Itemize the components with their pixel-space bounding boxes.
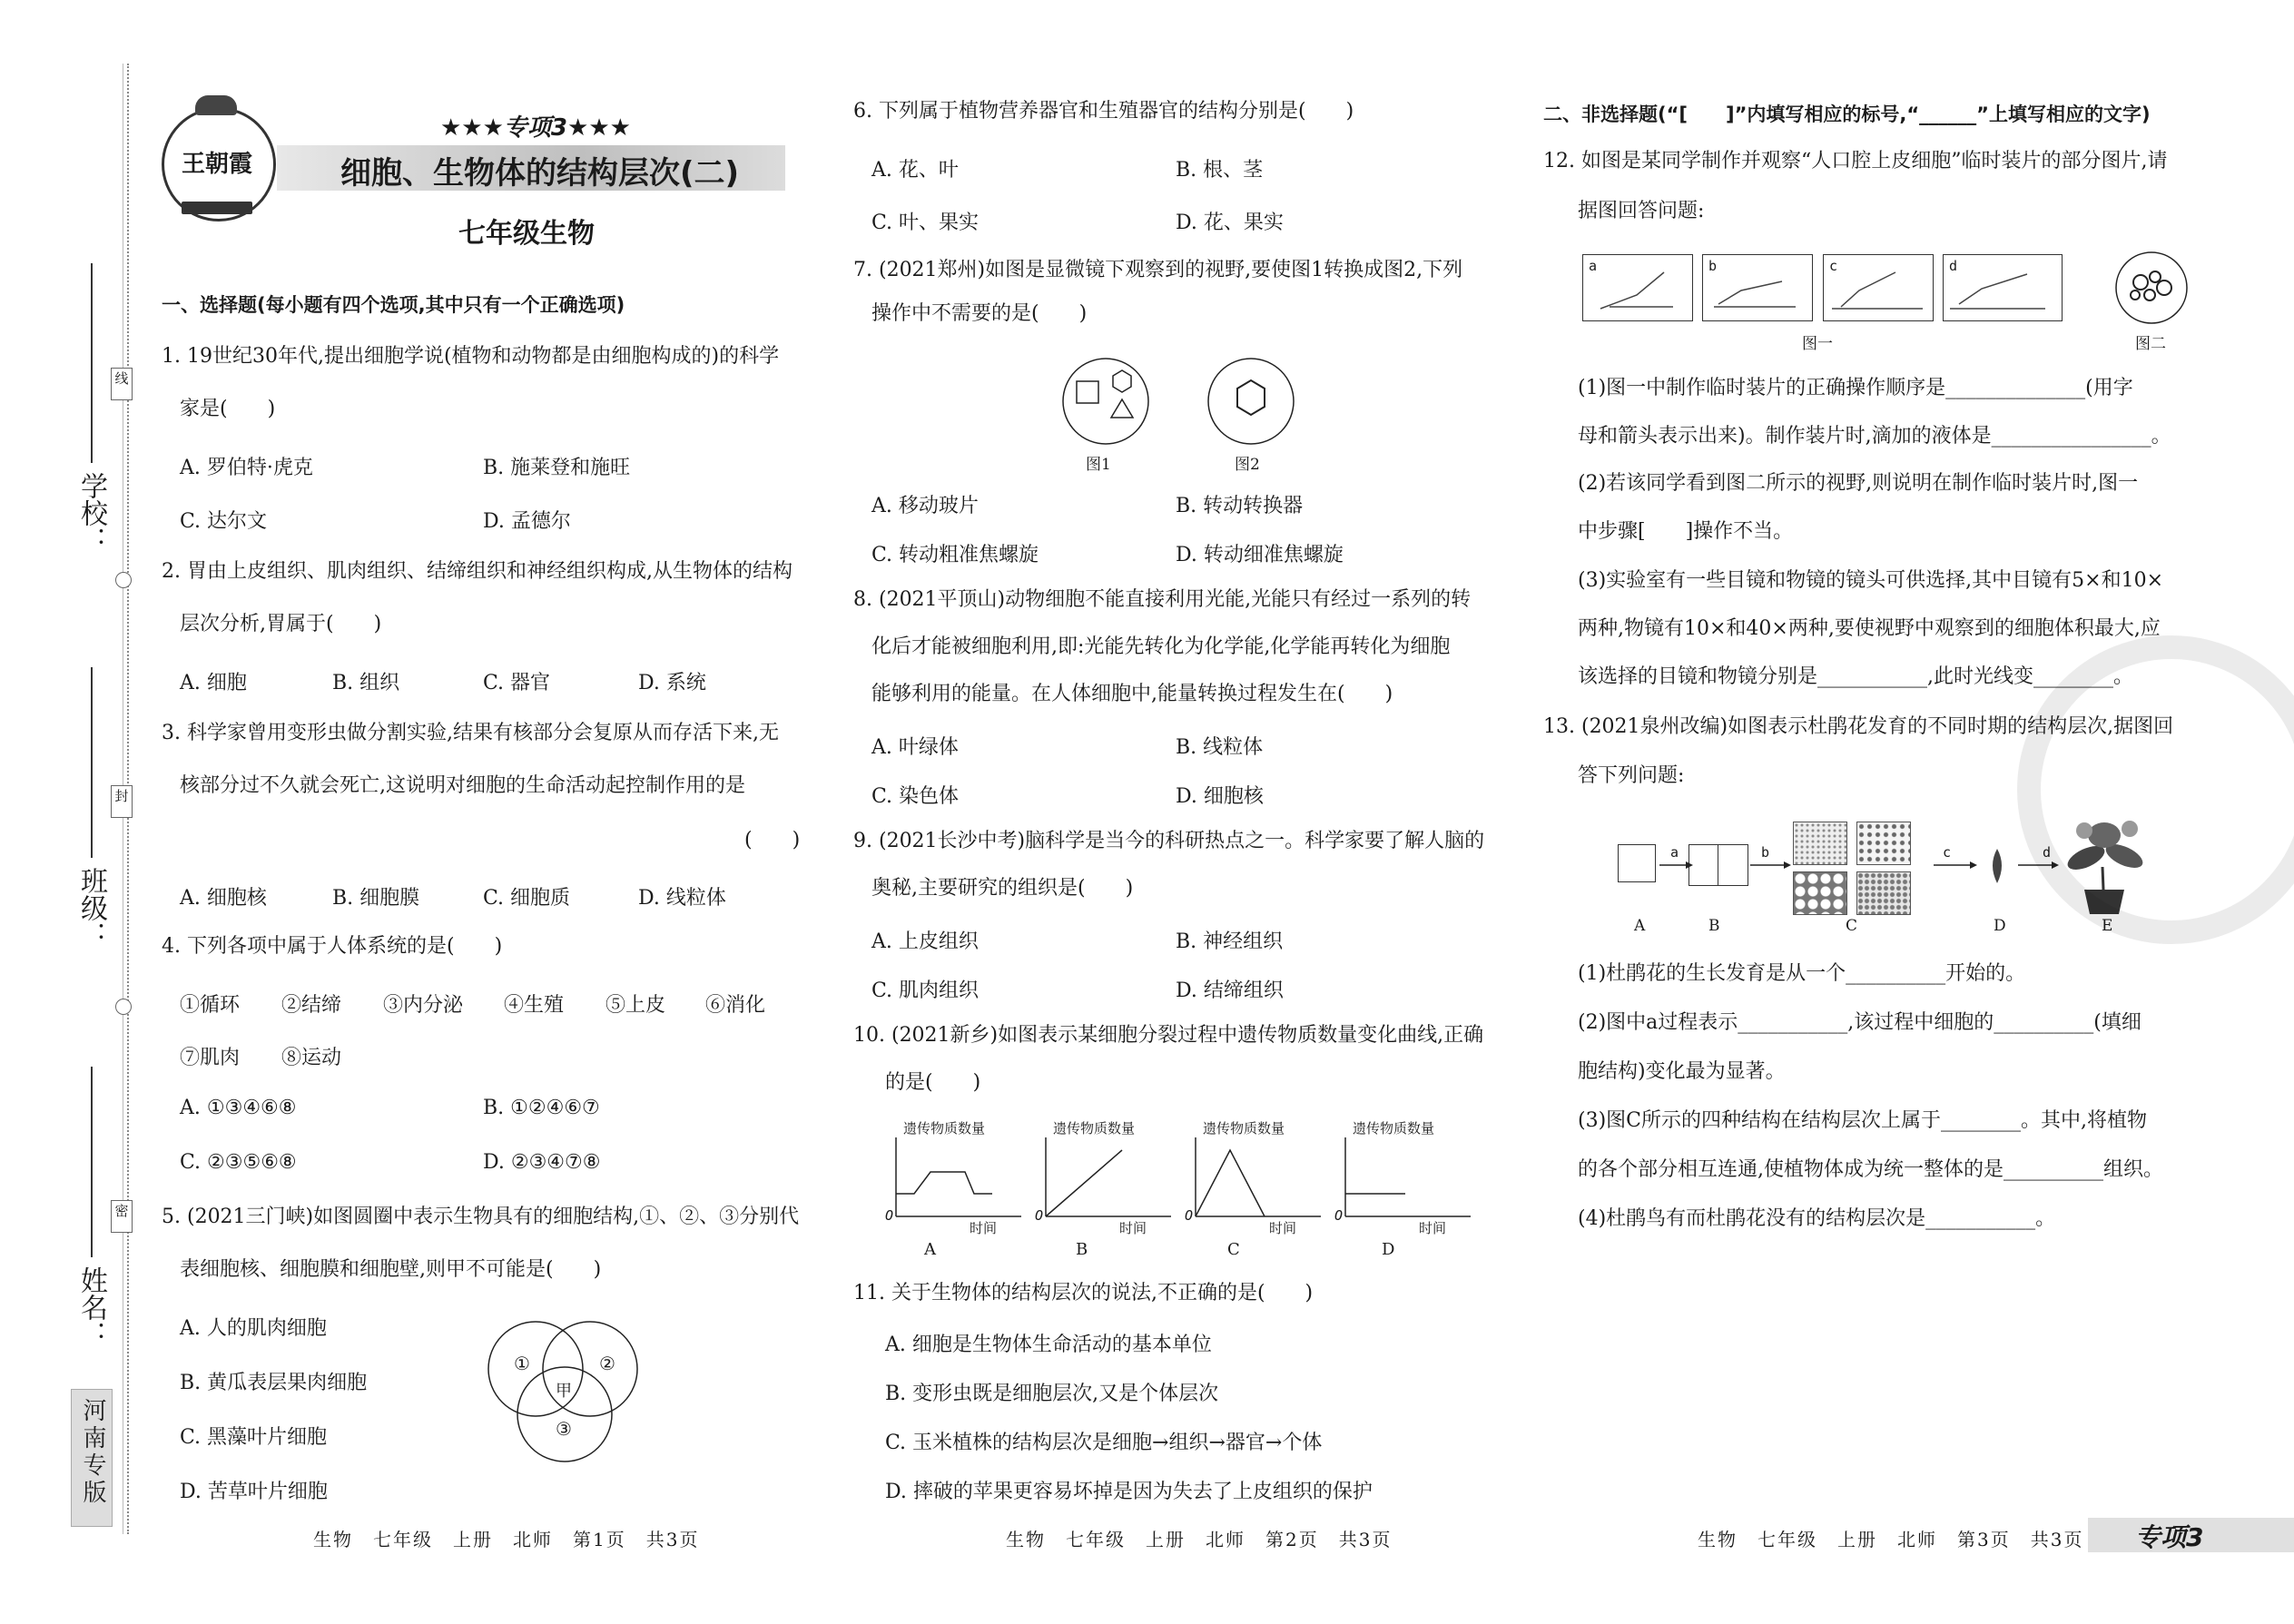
fig2-bubbles-view bbox=[2113, 250, 2190, 326]
q4-option-c[interactable]: C. ②③⑤⑥⑧ bbox=[180, 1151, 297, 1174]
stage-label-b: B bbox=[1708, 917, 1720, 935]
q12-part1-line2: 母和箭头表示出来)。制作装片时,滴加的液体是________________。 bbox=[1578, 425, 2171, 448]
q3-line2: 核部分过不久就会死亡,这说明对细胞的生命活动起控制作用的是 bbox=[180, 774, 745, 797]
q9-line2: 奥秘,主要研究的组织是( ) bbox=[871, 877, 1134, 900]
q10-option-c[interactable]: C bbox=[1227, 1240, 1240, 1259]
q9-option-b[interactable]: B. 神经组织 bbox=[1176, 930, 1284, 953]
q6-option-d[interactable]: D. 花、果实 bbox=[1176, 212, 1284, 234]
graph-b-xlabel: 时间 bbox=[1119, 1220, 1147, 1236]
q8-line3: 能够利用的能量。在人体细胞中,能量转换过程发生在( ) bbox=[871, 683, 1393, 705]
q4-option-a[interactable]: A. ①③④⑥⑧ bbox=[180, 1097, 297, 1119]
graph-c bbox=[1185, 1121, 1330, 1230]
q6-option-a[interactable]: A. 花、叶 bbox=[871, 159, 959, 182]
q1-option-b[interactable]: B. 施莱登和施旺 bbox=[483, 457, 631, 479]
fig1-label-d: d bbox=[1949, 258, 1958, 274]
name-underline bbox=[91, 1067, 93, 1257]
q12-part3-line3: 该选择的目镜和物镜分别是___________,此时光线变________。 bbox=[1578, 665, 2133, 688]
page-subtitle: 七年级生物 bbox=[458, 218, 595, 250]
margin-mark-close: 密 bbox=[111, 1200, 133, 1233]
q11-option-d[interactable]: D. 摔破的苹果更容易坏掉是因为失去了上皮组织的保护 bbox=[885, 1481, 1373, 1503]
microscope-view-1 bbox=[1060, 356, 1151, 447]
venn-label-3: ③ bbox=[556, 1418, 572, 1440]
q7-fig1-label: 图1 bbox=[1086, 456, 1111, 474]
q7-option-a[interactable]: A. 移动玻片 bbox=[871, 495, 979, 517]
header-tag: ★★★专项3★★★ bbox=[440, 114, 631, 142]
q2-line2: 层次分析,胃属于( ) bbox=[180, 613, 382, 635]
section-1-heading: 一、选择题(每小题有四个选项,其中只有一个正确选项) bbox=[162, 294, 625, 316]
q12-fig1-label: 图一 bbox=[1802, 335, 1833, 353]
q2-line1: 2. 胃由上皮组织、肌肉组织、结缔组织和神经组织构成,从生物体的结构 bbox=[162, 560, 793, 583]
q4-line1: 4. 下列各项中属于人体系统的是( ) bbox=[162, 935, 503, 958]
q6-line1: 6. 下列属于植物营养器官和生殖器官的结构分别是( ) bbox=[853, 100, 1354, 123]
q13-part1: (1)杜鹃花的生长发育是从一个__________开始的。 bbox=[1578, 962, 2026, 985]
q12-part3-line2: 两种,物镜有10×和40×两种,要使视野中观察到的细胞体积最大,应 bbox=[1578, 617, 2161, 640]
stage-label-e: E bbox=[2102, 917, 2113, 935]
page-title: 细胞、生物体的结构层次(二) bbox=[340, 155, 740, 192]
graph-d-ylabel: 遗传物质数量 bbox=[1353, 1120, 1435, 1137]
margin-mark-seal: 封 bbox=[111, 785, 133, 818]
q7-option-c[interactable]: C. 转动粗准焦螺旋 bbox=[871, 544, 1039, 566]
graph-a-ylabel: 遗传物质数量 bbox=[903, 1120, 986, 1137]
q4-item-6: ⑥消化 bbox=[705, 994, 766, 1017]
q10-line2: 的是( ) bbox=[885, 1071, 981, 1094]
q1-option-a[interactable]: A. 罗伯特·虎克 bbox=[180, 457, 313, 479]
q6-option-c[interactable]: C. 叶、果实 bbox=[871, 212, 980, 234]
q3-option-a[interactable]: A. 细胞核 bbox=[180, 887, 267, 910]
q8-option-d[interactable]: D. 细胞核 bbox=[1176, 785, 1264, 808]
q4-option-b[interactable]: B. ①②④⑥⑦ bbox=[483, 1097, 600, 1119]
margin-mark-line: 线 bbox=[111, 368, 133, 400]
footer-page-2: 生物 七年级 上册 北师 第2页 共3页 bbox=[1006, 1529, 1393, 1550]
q1-option-d[interactable]: D. 孟德尔 bbox=[483, 510, 571, 533]
name-label: 姓名： bbox=[75, 1266, 107, 1348]
q3-option-b[interactable]: B. 细胞膜 bbox=[332, 887, 420, 910]
q3-option-c[interactable]: C. 细胞质 bbox=[483, 887, 571, 910]
q4-item-2: ②结缔 bbox=[281, 994, 342, 1017]
arrow-label-c: c bbox=[1943, 844, 1952, 861]
fig1-label-c: c bbox=[1829, 258, 1838, 274]
q12-line1: 12. 如图是某同学制作并观察“人口腔上皮细胞”临时装片的部分图片,请 bbox=[1543, 150, 2168, 172]
q9-option-c[interactable]: C. 肌肉组织 bbox=[871, 979, 980, 1002]
q11-option-c[interactable]: C. 玉米植株的结构层次是细胞→组织→器官→个体 bbox=[885, 1432, 1323, 1454]
q7-option-b[interactable]: B. 转动转换器 bbox=[1176, 495, 1304, 517]
footer-page-1: 生物 七年级 上册 北师 第1页 共3页 bbox=[313, 1529, 700, 1550]
q5-option-d[interactable]: D. 苦草叶片细胞 bbox=[180, 1481, 328, 1503]
footer-tag: 专项3 bbox=[2135, 1522, 2204, 1552]
stage-arrows bbox=[1657, 840, 2074, 903]
q1-line1: 1. 19世纪30年代,提出细胞学说(植物和动物都是由细胞构成的)的科学 bbox=[162, 345, 780, 368]
q8-option-c[interactable]: C. 染色体 bbox=[871, 785, 960, 808]
fig1-hand-sketches bbox=[1582, 254, 2063, 320]
class-label: 班级： bbox=[75, 867, 107, 949]
graph-d-origin: O bbox=[1334, 1207, 1344, 1224]
q12-line2: 据图回答问题: bbox=[1578, 200, 1705, 222]
q2-option-a[interactable]: A. 细胞 bbox=[180, 672, 247, 694]
q8-option-a[interactable]: A. 叶绿体 bbox=[871, 736, 959, 759]
q10-line1: 10. (2021新乡)如图表示某细胞分裂过程中遗传物质数量变化曲线,正确 bbox=[853, 1024, 1484, 1047]
q9-option-a[interactable]: A. 上皮组织 bbox=[871, 930, 979, 953]
graph-b-ylabel: 遗传物质数量 bbox=[1053, 1120, 1136, 1137]
arrow-label-d: d bbox=[2043, 844, 2052, 861]
q13-part3-line1: (3)图C所示的四种结构在结构层次上属于________。其中,将植物 bbox=[1578, 1109, 2147, 1132]
footer-page-3: 生物 七年级 上册 北师 第3页 共3页 bbox=[1698, 1529, 2084, 1550]
fig1-label-b: b bbox=[1708, 258, 1718, 274]
q12-part2-line1: (2)若该同学看到图二所示的视野,则说明在制作临时装片时,图一 bbox=[1578, 472, 2139, 495]
q5-line1: 5. (2021三门峡)如图圆圈中表示生物具有的细胞结构,①、②、③分别代 bbox=[162, 1206, 800, 1228]
margin-dot-1 bbox=[115, 572, 132, 588]
region-label: 河南专版 bbox=[79, 1398, 106, 1507]
stage-label-c: C bbox=[1846, 917, 1858, 935]
q7-line1: 7. (2021郑州)如图是显微镜下观察到的视野,要使图1转换成图2,下列 bbox=[853, 259, 1463, 281]
q3-line3: ( ) bbox=[744, 829, 801, 851]
stage-label-a: A bbox=[1634, 917, 1646, 935]
q7-line2: 操作中不需要的是( ) bbox=[871, 302, 1088, 325]
q10-option-b[interactable]: B bbox=[1076, 1240, 1088, 1259]
graph-d-xlabel: 时间 bbox=[1419, 1220, 1447, 1236]
q4-item-8: ⑧运动 bbox=[281, 1047, 342, 1069]
q7-option-d[interactable]: D. 转动细准焦螺旋 bbox=[1176, 544, 1344, 566]
graph-b-origin: O bbox=[1035, 1207, 1044, 1224]
graph-a bbox=[885, 1121, 1030, 1230]
q10-option-d[interactable]: D bbox=[1382, 1240, 1395, 1259]
q4-item-3: ③内分泌 bbox=[383, 994, 464, 1017]
q3-line1: 3. 科学家曾用变形虫做分割实验,结果有核部分会复原从而存活下来,无 bbox=[162, 722, 779, 744]
q6-option-b[interactable]: B. 根、茎 bbox=[1176, 159, 1264, 182]
q9-option-d[interactable]: D. 结缔组织 bbox=[1176, 979, 1284, 1002]
q2-option-b[interactable]: B. 组织 bbox=[332, 672, 400, 694]
graph-a-xlabel: 时间 bbox=[970, 1220, 998, 1236]
q13-part2-line2: 胞结构)变化最为显著。 bbox=[1578, 1060, 1786, 1083]
graph-c-xlabel: 时间 bbox=[1269, 1220, 1297, 1236]
q13-line1: 13. (2021泉州改编)如图表示杜鹃花发育的不同时期的结构层次,据图回 bbox=[1543, 715, 2174, 738]
graph-c-ylabel: 遗传物质数量 bbox=[1203, 1120, 1285, 1137]
q2-option-c[interactable]: C. 器官 bbox=[483, 672, 551, 694]
q12-part2-line2: 中步骤[ ]操作不当。 bbox=[1578, 520, 1794, 543]
school-label: 学校： bbox=[75, 472, 107, 554]
q9-line1: 9. (2021长沙中考)脑科学是当今的科研热点之一。科学家要了解人脑的 bbox=[853, 830, 1485, 852]
q13-line2: 答下列问题: bbox=[1578, 764, 1685, 787]
q5-option-a[interactable]: A. 人的肌肉细胞 bbox=[180, 1317, 327, 1340]
q4-item-4: ④生殖 bbox=[504, 994, 565, 1017]
q4-item-5: ⑤上皮 bbox=[605, 994, 666, 1017]
q7-fig2-label: 图2 bbox=[1235, 456, 1260, 474]
q10-option-a[interactable]: A bbox=[924, 1240, 936, 1259]
stage-a-cell bbox=[1618, 844, 1656, 882]
q4-item-1: ①循环 bbox=[180, 994, 241, 1017]
q12-part1-line1: (1)图一中制作临时装片的正确操作顺序是______________(用字 bbox=[1578, 377, 2133, 399]
q8-option-b[interactable]: B. 线粒体 bbox=[1176, 736, 1264, 759]
graph-d bbox=[1334, 1121, 1480, 1230]
q13-part4: (4)杜鹃鸟有而杜鹃花没有的结构层次是___________。 bbox=[1578, 1207, 2056, 1230]
microscope-view-2 bbox=[1206, 356, 1296, 447]
venn-label-jia: 甲 bbox=[556, 1382, 572, 1401]
venn-label-1: ① bbox=[514, 1353, 530, 1374]
q8-line2: 化后才能被细胞利用,即:光能先转化为化学能,化学能再转化为细胞 bbox=[871, 635, 1451, 658]
stage-label-d: D bbox=[1994, 917, 2006, 935]
q3-option-d[interactable]: D. 线粒体 bbox=[638, 887, 726, 910]
logo-crown-icon bbox=[195, 95, 237, 115]
logo-ribbon-icon bbox=[182, 202, 252, 214]
graph-c-origin: O bbox=[1185, 1207, 1194, 1224]
arrow-label-b: b bbox=[1761, 844, 1770, 861]
q5-option-b[interactable]: B. 黄瓜表层果肉细胞 bbox=[180, 1372, 368, 1394]
venn-label-2: ② bbox=[599, 1353, 615, 1374]
q13-part3-line2: 的各个部分相互连通,使植物体成为统一整体的是__________组织。 bbox=[1578, 1158, 2163, 1181]
section-2-heading: 二、非选择题(“[ ]”内填写相应的标号,“______”上填写相应的文字) bbox=[1543, 103, 2151, 125]
margin-dot-2 bbox=[115, 999, 132, 1015]
logo-text: 王朝霞 bbox=[181, 151, 252, 178]
arrow-label-a: a bbox=[1670, 844, 1679, 861]
q12-fig2-label: 图二 bbox=[2135, 335, 2166, 353]
q8-line1: 8. (2021平顶山)动物细胞不能直接利用光能,光能只有经过一系列的转 bbox=[853, 588, 1472, 611]
school-underline bbox=[91, 263, 93, 463]
graph-b bbox=[1035, 1121, 1180, 1230]
q1-line2: 家是( ) bbox=[180, 398, 276, 420]
q5-line2: 表细胞核、细胞膜和细胞壁,则甲不可能是( ) bbox=[180, 1258, 602, 1281]
graph-a-origin: O bbox=[885, 1207, 894, 1224]
q12-part3-line1: (3)实验室有一些目镜和物镜的镜头可供选择,其中目镜有5×和10× bbox=[1578, 569, 2164, 592]
q11-line1: 11. 关于生物体的结构层次的说法,不正确的是( ) bbox=[853, 1282, 1314, 1304]
q1-option-c[interactable]: C. 达尔文 bbox=[180, 510, 268, 533]
class-underline bbox=[91, 667, 93, 858]
q4-item-7: ⑦肌肉 bbox=[180, 1047, 241, 1069]
q4-option-d[interactable]: D. ②③④⑦⑧ bbox=[483, 1151, 601, 1174]
fig1-label-a: a bbox=[1589, 258, 1598, 274]
q11-option-b[interactable]: B. 变形虫既是细胞层次,又是个体层次 bbox=[885, 1383, 1219, 1405]
q2-option-d[interactable]: D. 系统 bbox=[638, 672, 706, 694]
q11-option-a[interactable]: A. 细胞是生物体生命活动的基本单位 bbox=[885, 1334, 1212, 1356]
q13-part2-line1: (2)图中a过程表示___________,该过程中细胞的__________(填细 bbox=[1578, 1011, 2141, 1034]
q5-option-c[interactable]: C. 黑藻叶片细胞 bbox=[180, 1426, 328, 1449]
